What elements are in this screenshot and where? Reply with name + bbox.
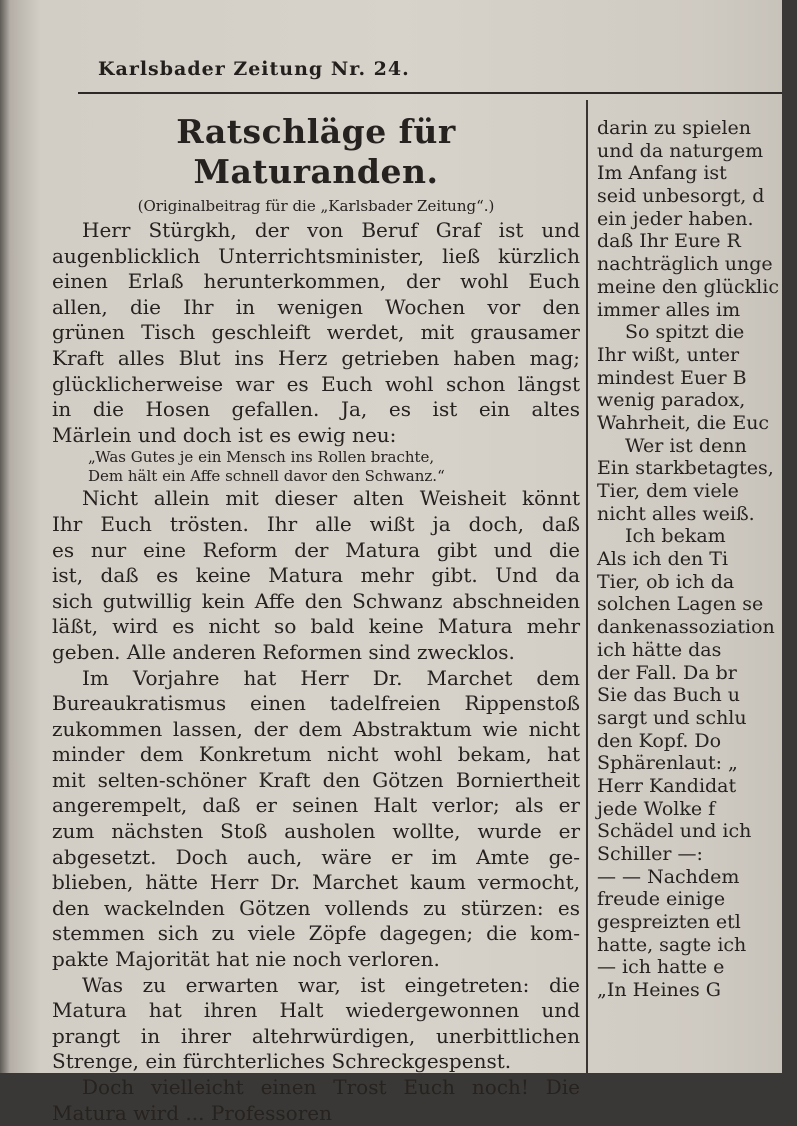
quote-line: Dem hält ein Affe schnell davor den Schwanz.“ xyxy=(88,467,445,486)
text-line: pakte Majorität hat nie noch verloren. xyxy=(52,947,440,972)
text-line: einen Erlaß herunterkommen, der wohl Euch xyxy=(52,269,580,294)
text-line: Schiller —: xyxy=(597,843,703,865)
text-line: „In Heines G xyxy=(597,979,721,1002)
text-line: hatte, sagte ich xyxy=(597,933,747,956)
text-line: Sphärenlaut: „ xyxy=(597,752,738,775)
text-line: ist, daß es keine Matura mehr gibt. Und da xyxy=(52,563,580,588)
text-line: Märlein und doch ist es ewig neu: xyxy=(52,422,397,447)
text-line: den Kopf. Do xyxy=(597,729,722,752)
text-line: prangt in ihrer altehrwürdigen, unerbittlichen xyxy=(52,1023,580,1048)
text-line: Als ich den Ti xyxy=(597,548,729,571)
text-line: Was zu erwarten war, ist eingetreten: die xyxy=(82,972,580,997)
text-line: ein jeder haben. xyxy=(597,207,754,230)
text-line: den wackelnden Götzen vollends zu stürzen: es xyxy=(52,895,580,920)
text-line: mit selten-schöner Kraft den Götzen Borniertheit xyxy=(52,767,580,792)
article-column xyxy=(52,112,580,1126)
text-line: Im Vorjahre hat Herr Dr. Marchet dem xyxy=(82,665,580,690)
verse-quote xyxy=(52,448,580,486)
text-line: Strenge, ein fürchterliches Schreckgespenst. xyxy=(52,1049,512,1074)
text-line: grünen Tisch geschleift werdet, mit grausamer xyxy=(52,320,580,345)
text-line: Schädel und ich xyxy=(597,820,752,843)
text-line: Im Anfang ist xyxy=(597,162,727,185)
text-line: läßt, wird es nicht so bald keine Matura mehr xyxy=(52,614,580,639)
text-line: wenig paradox, xyxy=(597,389,746,412)
text-line: Matura wird ... Professoren xyxy=(52,1100,332,1125)
text-line: der Fall. Da br xyxy=(597,661,737,684)
text-line: Matura hat ihren Halt wiedergewonnen und xyxy=(52,998,580,1023)
text-line: — — Nachdem xyxy=(597,865,740,888)
text-line: minder dem Konkretum nicht wohl bekam, hat xyxy=(52,742,580,767)
text-line: Ihr Euch trösten. Ihr alle wißt ja doch, daß xyxy=(52,511,580,536)
text-line: seid unbesorgt, d xyxy=(597,185,765,208)
text-line: abgesetzt. Doch auch, wäre er im Amte ge- xyxy=(52,844,580,869)
text-line: und da naturgem xyxy=(597,139,764,162)
text-line: geben. Alle anderen Reformen sind zwecklos. xyxy=(52,639,515,664)
text-line: Nicht allein mit dieser alten Weisheit könnt xyxy=(82,486,580,511)
text-line: jede Wolke f xyxy=(597,797,716,820)
text-line: gespreizten etl xyxy=(597,911,741,934)
text-line: Herr Kandidat xyxy=(597,774,737,797)
text-line: nicht alles weiß. xyxy=(597,502,755,525)
text-line: — ich hatte e xyxy=(597,956,725,979)
text-line: glücklicherweise war es Euch wohl schon längst xyxy=(52,371,580,396)
text-line: immer alles im xyxy=(597,298,741,321)
next-column xyxy=(597,117,797,1002)
article-body-part-1 xyxy=(52,218,580,448)
article-subtitle: (Originalbeitrag für die „Karlsbader Zeitung“.) xyxy=(137,197,495,215)
article-body-part-2 xyxy=(52,486,580,1126)
text-line: darin zu spielen xyxy=(597,117,752,139)
text-line: augenblicklich Unterrichtsminister, ließ kürzlich xyxy=(52,243,580,268)
text-line: es nur eine Reform der Matura gibt und die xyxy=(52,537,580,562)
text-line: in die Hosen gefallen. Ja, es ist ein altes xyxy=(52,397,580,422)
text-line: Kraft alles Blut ins Herz getrieben haben mag; xyxy=(52,345,580,370)
text-line: daß Ihr Eure R xyxy=(597,230,741,253)
text-line: Wahrheit, die Euc xyxy=(597,411,770,434)
text-line: blieben, hätte Herr Dr. Marchet kaum vermocht, xyxy=(52,870,580,895)
text-line: Ihr wißt, unter xyxy=(597,343,740,366)
text-line: mindest Euer B xyxy=(597,366,747,389)
text-line: Sie das Buch u xyxy=(597,684,741,707)
text-line: Doch vielleicht einen Trost Euch noch! Die xyxy=(82,1075,580,1099)
text-line: Bureaukratismus einen tadelfreien Rippenstoß xyxy=(52,691,580,716)
text-line: allen, die Ihr in wenigen Wochen vor den xyxy=(52,294,580,319)
text-line: zum nächsten Stoß ausholen wollte, wurde er xyxy=(52,819,580,844)
text-line: ich hätte das xyxy=(597,638,722,661)
text-line: sich gutwillig kein Affe den Schwanz abschneiden xyxy=(52,588,580,613)
text-line: Herr Stürgkh, der von Beruf Graf ist und xyxy=(82,218,580,242)
article-title: Ratschläge für Maturanden. xyxy=(176,112,456,191)
text-line: sargt und schlu xyxy=(597,706,747,729)
text-line: dankenassoziation xyxy=(597,616,775,639)
text-line: meine den glücklic xyxy=(597,275,779,298)
text-line: Ich bekam xyxy=(625,525,726,548)
text-line: Tier, dem viele xyxy=(597,480,739,502)
text-line: So spitzt die xyxy=(625,321,745,344)
text-line: Ein starkbetagtes, xyxy=(597,457,774,480)
column-rule xyxy=(586,100,588,1073)
text-line: freude einige xyxy=(597,888,726,911)
text-line: stemmen sich zu viele Zöpfe dagegen; die kom- xyxy=(52,921,580,946)
text-line: Tier, ob ich da xyxy=(597,570,735,593)
text-line: angerempelt, daß er seinen Halt verlor; als er xyxy=(52,793,580,818)
text-line: Wer ist denn xyxy=(625,434,747,457)
text-line: zukommen lassen, der dem Abstraktum wie nicht xyxy=(52,716,580,741)
text-line: solchen Lagen se xyxy=(597,593,764,616)
running-head: Karlsbader Zeitung Nr. 24. xyxy=(98,58,410,80)
quote-line: „Was Gutes je ein Mensch ins Rollen brachte, xyxy=(88,448,435,467)
header-rule xyxy=(78,92,782,94)
text-line: nachträglich unge xyxy=(597,253,773,276)
